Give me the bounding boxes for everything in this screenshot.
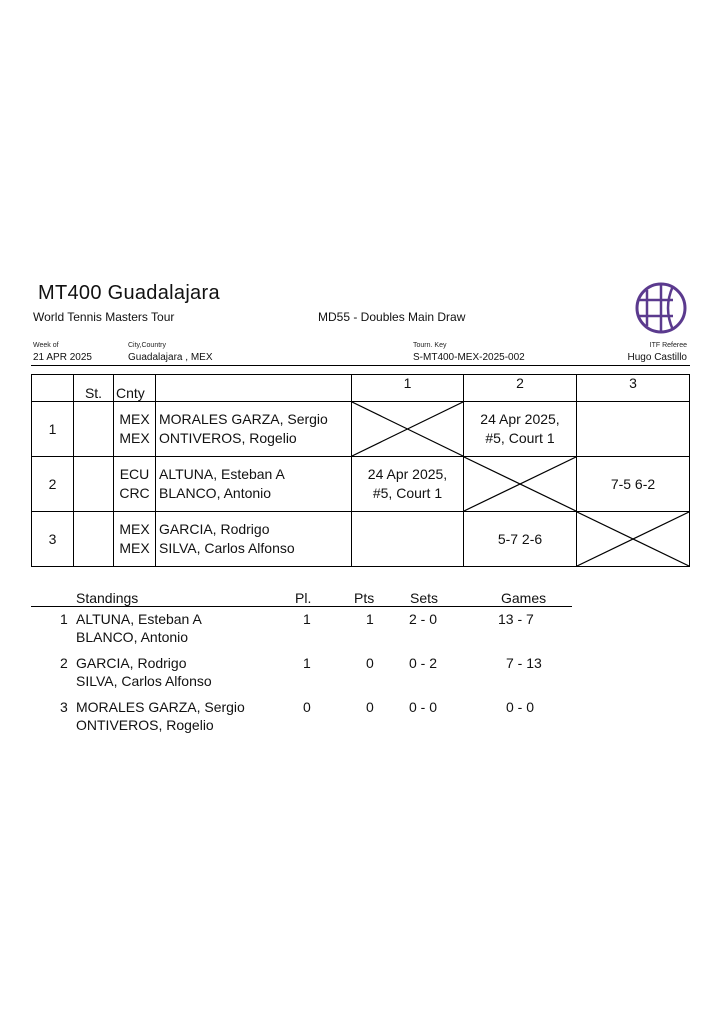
match-cell bbox=[577, 402, 690, 457]
sets: 0 - 2 bbox=[409, 655, 438, 671]
cross-mark bbox=[464, 457, 576, 511]
grid-row-1 bbox=[32, 402, 690, 457]
grid-header-names bbox=[156, 375, 352, 402]
city-value: Guadalajara , MEX bbox=[128, 352, 213, 363]
grid-header-col-1: 1 bbox=[352, 375, 464, 402]
row-players bbox=[156, 402, 352, 457]
match-cell bbox=[352, 512, 464, 567]
header-divider bbox=[31, 365, 690, 366]
rank: 1 bbox=[60, 611, 68, 627]
sets: 0 - 0 bbox=[409, 699, 438, 715]
match-date: 24 Apr 2025, bbox=[367, 466, 448, 482]
row-players bbox=[156, 512, 352, 567]
points: 0 bbox=[366, 699, 374, 715]
referee-value: Hugo Castillo bbox=[627, 352, 687, 363]
player-name: SILVA, Carlos Alfonso bbox=[76, 673, 212, 689]
grid-header-st: St. bbox=[74, 375, 114, 402]
tournament-title: MT400 Guadalajara bbox=[38, 282, 220, 304]
match-court: #5, Court 1 bbox=[485, 430, 555, 446]
standings-divider bbox=[31, 606, 572, 607]
key-value: S-MT400-MEX-2025-002 bbox=[413, 352, 525, 363]
player-name: ALTUNA, Esteban A bbox=[76, 611, 202, 627]
grid-row-2 bbox=[32, 457, 690, 512]
games: 7 - 13 bbox=[506, 655, 542, 671]
match-date: 24 Apr 2025, bbox=[480, 411, 560, 427]
grid-header-col-3: 3 bbox=[577, 375, 690, 402]
self-match-cell bbox=[577, 512, 690, 567]
cross-mark bbox=[577, 512, 689, 566]
sets: 2 - 0 bbox=[409, 611, 438, 627]
country-code: MEX bbox=[119, 411, 150, 427]
points: 1 bbox=[366, 611, 374, 627]
standings-heading: Standings bbox=[76, 590, 139, 606]
games: 0 - 0 bbox=[506, 699, 535, 715]
played: 0 bbox=[303, 699, 311, 715]
grid-header-num bbox=[32, 375, 74, 402]
country-code: MEX bbox=[119, 540, 150, 556]
week-label: Week of bbox=[33, 342, 59, 349]
match-score: 5-7 2-6 bbox=[464, 512, 577, 567]
row-status bbox=[74, 402, 114, 457]
row-countries bbox=[114, 457, 156, 512]
player-name: GARCIA, Rodrigo bbox=[159, 521, 270, 537]
col-points: Pts bbox=[354, 590, 375, 606]
self-match-cell bbox=[464, 457, 577, 512]
col-games: Games bbox=[501, 590, 547, 606]
row-number: 2 bbox=[32, 457, 74, 512]
player-name: MORALES GARZA, Sergio bbox=[76, 699, 245, 715]
row-status bbox=[74, 512, 114, 567]
cross-mark bbox=[352, 402, 463, 456]
match-score: 7-5 6-2 bbox=[577, 457, 690, 512]
player-name: SILVA, Carlos Alfonso bbox=[159, 540, 295, 556]
key-label: Tourn. Key bbox=[413, 342, 447, 349]
row-number: 3 bbox=[32, 512, 74, 567]
row-number: 1 bbox=[32, 402, 74, 457]
col-sets: Sets bbox=[410, 590, 439, 606]
match-cell bbox=[352, 457, 464, 512]
match-cell bbox=[464, 402, 577, 457]
draw-name: MD55 - Doubles Main Draw bbox=[318, 310, 466, 324]
rank: 3 bbox=[60, 699, 68, 715]
country-code: CRC bbox=[119, 485, 150, 501]
grid-row-3 bbox=[32, 512, 690, 567]
self-match-cell bbox=[352, 402, 464, 457]
player-name: BLANCO, Antonio bbox=[159, 485, 272, 501]
grid-header-col-2: 2 bbox=[464, 375, 577, 402]
row-countries bbox=[114, 512, 156, 567]
player-name: BLANCO, Antonio bbox=[76, 629, 189, 645]
player-name: ONTIVEROS, Rogelio bbox=[159, 430, 297, 446]
player-name: ONTIVEROS, Rogelio bbox=[76, 717, 214, 733]
grid-header-cnty: Cnty bbox=[114, 375, 156, 402]
played: 1 bbox=[303, 655, 311, 671]
match-court: #5, Court 1 bbox=[372, 485, 443, 501]
country-code: MEX bbox=[119, 521, 150, 537]
city-label: City,Country bbox=[128, 342, 166, 349]
referee-label: ITF Referee bbox=[649, 342, 687, 349]
row-players bbox=[156, 457, 352, 512]
points: 0 bbox=[366, 655, 374, 671]
country-code: ECU bbox=[119, 466, 150, 482]
played: 1 bbox=[303, 611, 311, 627]
week-value: 21 APR 2025 bbox=[33, 352, 92, 363]
rank: 2 bbox=[60, 655, 68, 671]
row-status bbox=[74, 457, 114, 512]
player-name: GARCIA, Rodrigo bbox=[76, 655, 187, 671]
tour-name: World Tennis Masters Tour bbox=[33, 310, 175, 324]
row-countries bbox=[114, 402, 156, 457]
col-played: Pl. bbox=[295, 590, 312, 606]
country-code: MEX bbox=[119, 430, 150, 446]
games: 13 - 7 bbox=[498, 611, 534, 627]
tennis-ball-globe-icon bbox=[633, 282, 689, 334]
draw-grid bbox=[31, 374, 690, 567]
player-name: MORALES GARZA, Sergio bbox=[159, 411, 328, 427]
player-name: ALTUNA, Esteban A bbox=[159, 466, 285, 482]
grid-header-row bbox=[32, 375, 690, 402]
